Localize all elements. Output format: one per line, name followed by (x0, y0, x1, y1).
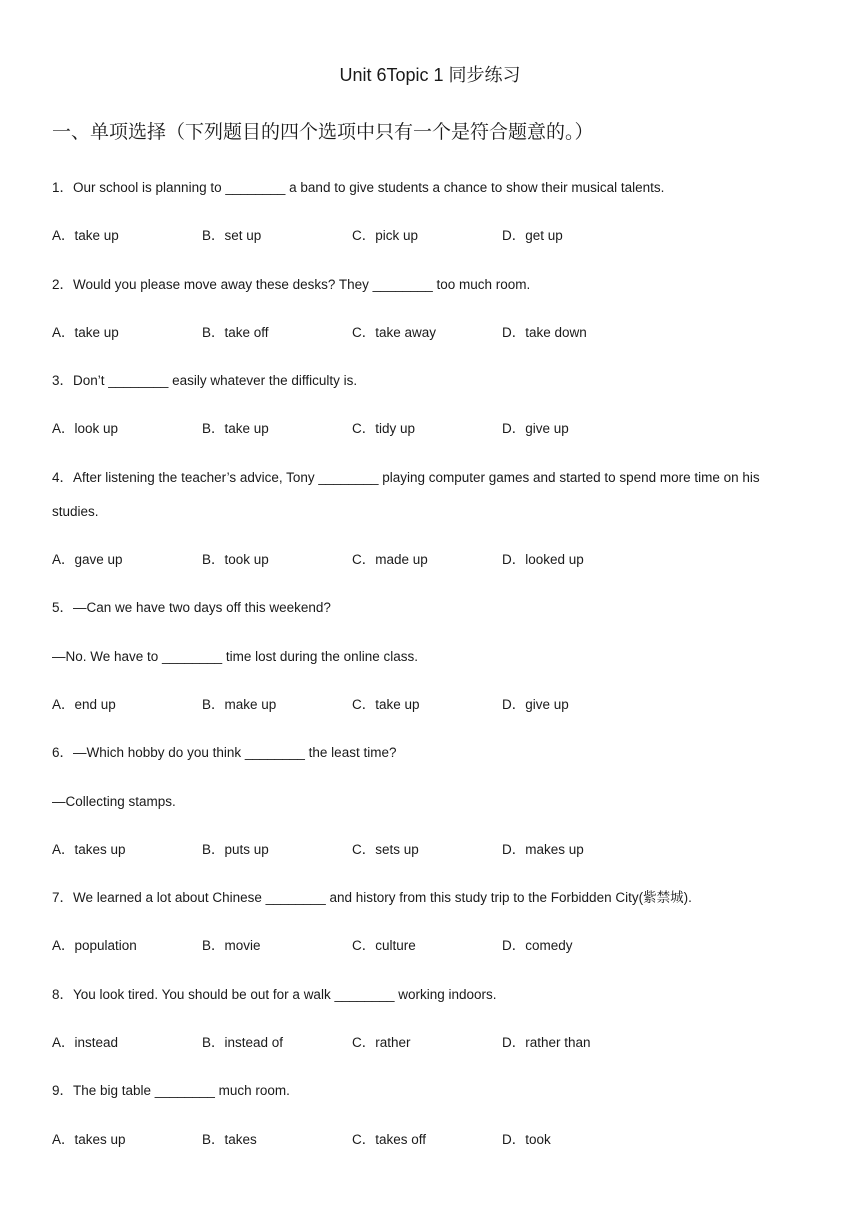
option-row (52, 224, 812, 248)
option-d: D．give up (502, 421, 569, 437)
option-c: C．tidy up (352, 421, 416, 437)
option-b: B．took up (202, 552, 269, 568)
option-c: C．made up (352, 552, 428, 568)
option-c: C．takes off (352, 1131, 427, 1147)
option-a: A．take up (52, 228, 119, 244)
option-b: B．set up (202, 228, 262, 244)
option-a: A．population (52, 938, 137, 954)
option-a: A．instead (52, 1035, 119, 1051)
option-row (52, 934, 812, 958)
option-d: D．took (502, 1131, 551, 1147)
option-row (52, 321, 812, 345)
option-a: A．takes up (52, 1131, 126, 1147)
dialogue-line: —No. We have to ________ time lost during the online class. (52, 648, 418, 664)
question-stem: 5．—Can we have two days off this weekend? (52, 600, 331, 616)
option-d: D．comedy (502, 938, 573, 954)
question-stem: 9．The big table ________ much room. (52, 1083, 290, 1099)
question-stem: 8．You look tired. You should be out for a walk ________ working indoors. (52, 986, 497, 1002)
question-stem: 2．Would you please move away these desks? They ________ too much room. (52, 276, 531, 292)
option-row (52, 693, 812, 717)
option-d: D．rather than (502, 1035, 591, 1051)
option-c: C．rather (352, 1035, 411, 1051)
option-c: C．take up (352, 696, 420, 712)
option-b: B．puts up (202, 841, 269, 857)
question-stem: 7．We learned a lot about Chinese ________ and history from this study trip to the Forbidden City(紫禁城). (52, 890, 692, 906)
option-row (52, 1128, 812, 1152)
question-stem: 3．Don’t ________ easily whatever the difficulty is. (52, 373, 358, 389)
question-stem-continued: studies. (52, 503, 99, 519)
option-row (52, 838, 812, 862)
option-c: C．culture (352, 938, 416, 954)
option-b: B．take up (202, 421, 269, 437)
option-b: B．instead of (202, 1035, 284, 1051)
option-d: D．take down (502, 324, 587, 340)
option-d: D．get up (502, 228, 563, 244)
option-a: A．take up (52, 324, 119, 340)
option-row (52, 1031, 812, 1055)
option-c: C．take away (352, 324, 437, 340)
option-d: D．looked up (502, 552, 584, 568)
option-b: B．movie (202, 938, 261, 954)
option-a: A．takes up (52, 841, 126, 857)
option-d: D．give up (502, 696, 569, 712)
option-row (52, 548, 812, 572)
option-d: D．makes up (502, 841, 584, 857)
question-stem: 6．—Which hobby do you think ________ the least time? (52, 745, 397, 761)
option-a: A．gave up (52, 552, 123, 568)
option-b: B．takes (202, 1131, 257, 1147)
option-b: B．make up (202, 696, 277, 712)
option-a: A．look up (52, 421, 119, 437)
page-title: Unit 6Topic 1 同步练习 (339, 65, 521, 85)
question-stem: 4．After listening the teacher’s advice, Tony ________ playing computer games and started to spend more time on his (52, 469, 760, 485)
option-b: B．take off (202, 324, 269, 340)
question-stem: 1．Our school is planning to ________ a band to give students a chance to show their musical talents. (52, 180, 665, 195)
option-c: C．pick up (352, 228, 419, 244)
option-c: C．sets up (352, 841, 419, 857)
section-heading: 一、单项选择（下列题目的四个选项中只有一个是符合题意的。） (52, 122, 594, 143)
option-a: A．end up (52, 696, 116, 712)
option-row (52, 417, 812, 441)
question-list (52, 176, 812, 1176)
dialogue-line: —Collecting stamps. (52, 793, 176, 809)
